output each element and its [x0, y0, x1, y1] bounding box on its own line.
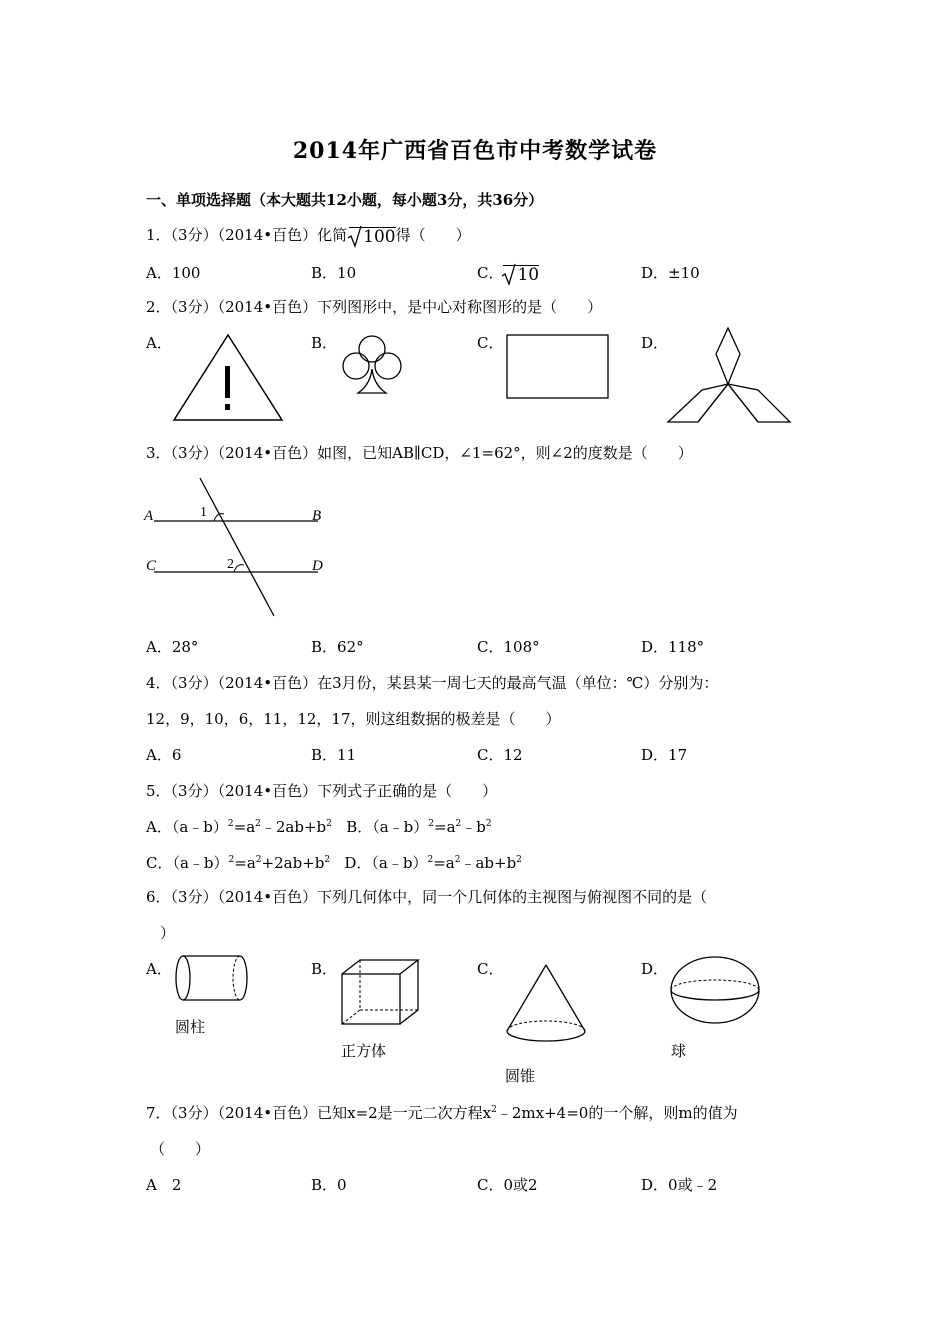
- question-7-line-2: （ ）: [150, 1140, 211, 1158]
- question-4-line-2: 12，9，10，6，11，12，17，则这组数据的极差是（ ）: [146, 710, 561, 728]
- q6-option-a[interactable]: A．: [146, 960, 172, 978]
- q2-option-b[interactable]: B．: [311, 334, 338, 352]
- q3-option-d[interactable]: D．118°: [641, 638, 705, 656]
- sphere-figure: [670, 956, 762, 1024]
- question-1-prefix: 1．（3分）（2014•百色）化简: [146, 226, 348, 244]
- q1-option-c-radicand: 10: [517, 264, 540, 285]
- rectangle-figure: [506, 334, 610, 400]
- question-6-line-2: ）: [160, 924, 176, 942]
- q2-option-a[interactable]: A．: [146, 334, 172, 352]
- q5-option-a[interactable]: A．$(a﹣b)^2=a^2﹣2ab+b^2$: [146, 818, 332, 836]
- label-b: B: [312, 508, 322, 524]
- cone-figure: [504, 963, 588, 1045]
- question-4-line-1: 4．（3分）（2014•百色）在3月份，某县某一周七天的最高气温（单位：℃）分别为：: [146, 674, 719, 692]
- q6-caption-b: 正方体: [341, 1042, 387, 1060]
- q6-option-d[interactable]: D．: [641, 960, 669, 978]
- q5-option-c[interactable]: C．$(a﹣b)^2=a^2+2ab+b^2$: [146, 854, 331, 872]
- q6-caption-c: 圆锥: [505, 1067, 536, 1085]
- cylinder-figure: [174, 953, 254, 1005]
- section-heading: 一、单项选择题（本大题共12小题，每小题3分，共36分）: [146, 191, 544, 209]
- q6-option-c[interactable]: C．: [477, 960, 504, 978]
- q2-option-c[interactable]: C．: [477, 334, 504, 352]
- q5-row-1: [146, 816, 492, 837]
- sqrt-symbol: [503, 265, 539, 284]
- q6-caption-d: 球: [671, 1042, 687, 1060]
- warning-triangle-figure: [172, 333, 284, 423]
- question-1: [146, 224, 471, 246]
- q3-option-b[interactable]: B．62°: [311, 638, 364, 656]
- q5-option-b[interactable]: B．$(a﹣b)^2=a^2﹣b^2$: [346, 818, 492, 836]
- q4-option-d[interactable]: D．17: [641, 746, 688, 764]
- q1-option-c[interactable]: [477, 262, 539, 284]
- three-rhombus-figure: [666, 326, 792, 426]
- question-3: 3．（3分）（2014•百色）如图，已知AB∥CD，∠1=62°，则∠2的度数是（ ）: [146, 444, 693, 462]
- question-7-line-1: 7．（3分）（2014•百色）已知x=2是一元二次方程$x^2﹣2mx+4=0$的一个解，则m的值为: [146, 1104, 738, 1122]
- q7-option-d[interactable]: D．0或﹣2: [641, 1176, 718, 1194]
- question-1-radicand: 100: [363, 226, 396, 247]
- q3-option-a[interactable]: A．28°: [146, 638, 199, 656]
- q1-option-b[interactable]: B．10: [311, 264, 357, 282]
- q3-option-c[interactable]: C．108°: [477, 638, 540, 656]
- question-1-suffix: 得（ ）: [395, 226, 471, 244]
- label-c: C: [146, 558, 157, 574]
- q6-option-b[interactable]: B．: [311, 960, 338, 978]
- cube-figure: [340, 958, 422, 1026]
- q2-option-d[interactable]: D．: [641, 334, 669, 352]
- q1-option-a[interactable]: A．100: [146, 264, 201, 282]
- radical-sign-icon: [348, 226, 362, 248]
- sqrt-symbol: [349, 227, 395, 246]
- q7-option-b[interactable]: B．0: [311, 1176, 347, 1194]
- q4-option-b[interactable]: B．11: [311, 746, 357, 764]
- page-title: 2014年广西省百色市中考数学试卷: [292, 138, 658, 164]
- q1-option-c-label: C．: [477, 264, 504, 282]
- question-2: 2．（3分）（2014•百色）下列图形中，是中心对称图形的是（ ）: [146, 298, 603, 316]
- q5-row-2: [146, 852, 522, 873]
- angle-2-label: 2: [227, 557, 234, 572]
- question-5: 5．（3分）（2014•百色）下列式子正确的是（ ）: [146, 782, 498, 800]
- radical-sign-icon: [502, 264, 516, 286]
- question-6-line-1: 6．（3分）（2014•百色）下列几何体中，同一个几何体的主视图与俯视图不同的是（: [146, 888, 708, 906]
- angle-1-label: 1: [200, 505, 207, 520]
- q1-option-d[interactable]: D．±10: [641, 264, 700, 282]
- label-d: D: [312, 558, 323, 574]
- q4-option-c[interactable]: C．12: [477, 746, 523, 764]
- parallel-lines-figure: [144, 476, 334, 621]
- club-shape-figure: [338, 333, 408, 397]
- q7-option-a[interactable]: A 2: [146, 1176, 182, 1194]
- label-a: A: [144, 508, 154, 524]
- q5-option-d[interactable]: D．$(a﹣b)^2=a^2﹣ab+b^2$: [344, 854, 522, 872]
- q7-option-c[interactable]: C．0或2: [477, 1176, 538, 1194]
- q6-caption-a: 圆柱: [175, 1018, 206, 1036]
- q4-option-a[interactable]: A．6: [146, 746, 182, 764]
